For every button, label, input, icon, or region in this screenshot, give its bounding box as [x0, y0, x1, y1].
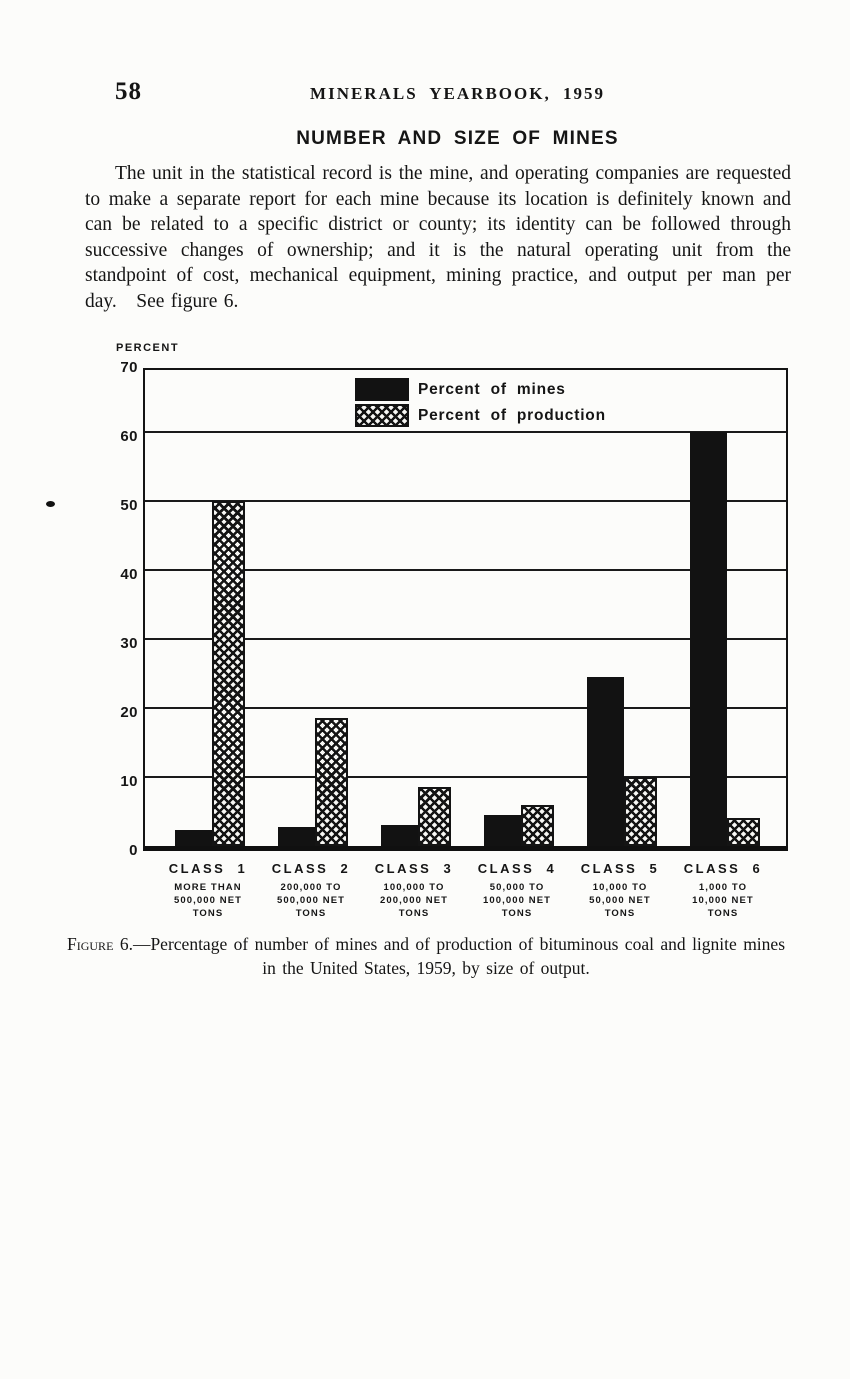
x-label-range-line: 1,000 TO: [698, 882, 748, 893]
x-label-range-line: 200,000 TO: [280, 882, 342, 893]
x-label-range-line: 50,000 TO: [489, 882, 545, 893]
x-label-class-name: CLASS 1: [168, 861, 248, 876]
y-tick-label-50: 50: [120, 497, 138, 514]
y-tick-label-10: 10: [120, 773, 138, 790]
body-paragraph: The unit in the statistical record is the mine, and operating companies are requested to make a separate report for each mine because its location is definitely known and can be related to a specific district or county; its identity can be followed through successive changes of ownership; and it is the natural operating unit from the standpoint of cost, mechanical equipment, mining practice, and output per man per day. See figure 6.: [85, 163, 791, 312]
legend-row-production: [355, 404, 606, 427]
bar-percent-of-mines-class-2: [278, 827, 315, 846]
legend-row-mines: [355, 378, 606, 401]
x-label-group-4: [457, 861, 577, 920]
y-tick-label-60: 60: [120, 428, 138, 445]
x-label-range-line: 10,000 TO: [592, 882, 648, 893]
legend-label-mines: Percent of mines: [418, 380, 566, 398]
x-label-class-name: CLASS 6: [683, 861, 763, 876]
x-label-range-line: TONS: [295, 908, 327, 919]
y-axis-title: PERCENT: [116, 342, 180, 354]
y-axis: [94, 359, 138, 859]
bar-percent-of-production-class-3: [418, 787, 451, 846]
x-label-group-6: [663, 861, 783, 920]
x-label-class-name: CLASS 4: [477, 861, 557, 876]
x-label-group-5: [560, 861, 680, 920]
x-label-range-line: TONS: [707, 908, 739, 919]
x-label-range-line: TONS: [398, 908, 430, 919]
x-label-range-line: 100,000 NET: [482, 895, 552, 906]
x-label-group-1: [148, 861, 268, 920]
chart-plot-area: [143, 368, 788, 851]
bar-percent-of-production-class-2: [315, 718, 348, 846]
bar-percent-of-mines-class-5: [587, 677, 624, 846]
x-label-range-line: 100,000 TO: [383, 882, 445, 893]
y-tick-label-30: 30: [120, 635, 138, 652]
x-label-range-line: 50,000 NET: [589, 895, 651, 906]
scan-speck-dot: [46, 501, 55, 507]
bar-percent-of-mines-class-6: [690, 432, 727, 846]
bar-percent-of-production-class-4: [521, 805, 554, 846]
bar-percent-of-mines-class-3: [381, 825, 418, 846]
figure-caption-label: Figure 6.: [67, 934, 133, 954]
y-tick-label-40: 40: [120, 566, 138, 583]
legend-swatch-crosshatch: [355, 404, 409, 427]
section-title: NUMBER AND SIZE OF MINES: [296, 128, 619, 149]
figure-caption-text: —Percentage of number of mines and of production of bituminous coal and lignite mines in the United States, 1959, by size of output.: [132, 934, 785, 978]
x-label-range-line: TONS: [501, 908, 533, 919]
x-label-class-name: CLASS 3: [374, 861, 454, 876]
y-tick-label-0: 0: [129, 842, 138, 859]
x-label-range-line: MORE THAN: [174, 882, 242, 893]
x-label-range-line: 500,000 NET: [173, 895, 243, 906]
legend-label-production: Percent of production: [418, 406, 606, 424]
bar-percent-of-production-class-6: [727, 818, 760, 846]
figure-caption: [67, 933, 785, 980]
running-head: MINERALS YEARBOOK, 1959: [310, 84, 605, 103]
x-label-class-name: CLASS 2: [271, 861, 351, 876]
bar-percent-of-production-class-5: [624, 777, 657, 846]
x-label-class-name: CLASS 5: [580, 861, 660, 876]
bar-percent-of-mines-class-1: [175, 830, 212, 846]
x-label-range-line: 10,000 NET: [692, 895, 754, 906]
x-axis-labels: [143, 861, 788, 933]
y-tick-label-20: 20: [120, 704, 138, 721]
x-label-range-line: 200,000 NET: [379, 895, 449, 906]
page-number: 58: [115, 78, 142, 105]
x-label-range-line: 500,000 NET: [276, 895, 346, 906]
x-label-group-2: [251, 861, 371, 920]
bar-percent-of-mines-class-4: [484, 815, 521, 846]
chart-legend: [355, 378, 606, 430]
x-label-group-3: [354, 861, 474, 920]
x-label-range-line: TONS: [192, 908, 224, 919]
x-label-range-line: TONS: [604, 908, 636, 919]
bar-percent-of-production-class-1: [212, 501, 245, 846]
y-tick-label-70: 70: [120, 359, 138, 376]
legend-swatch-solid-black: [355, 378, 409, 401]
